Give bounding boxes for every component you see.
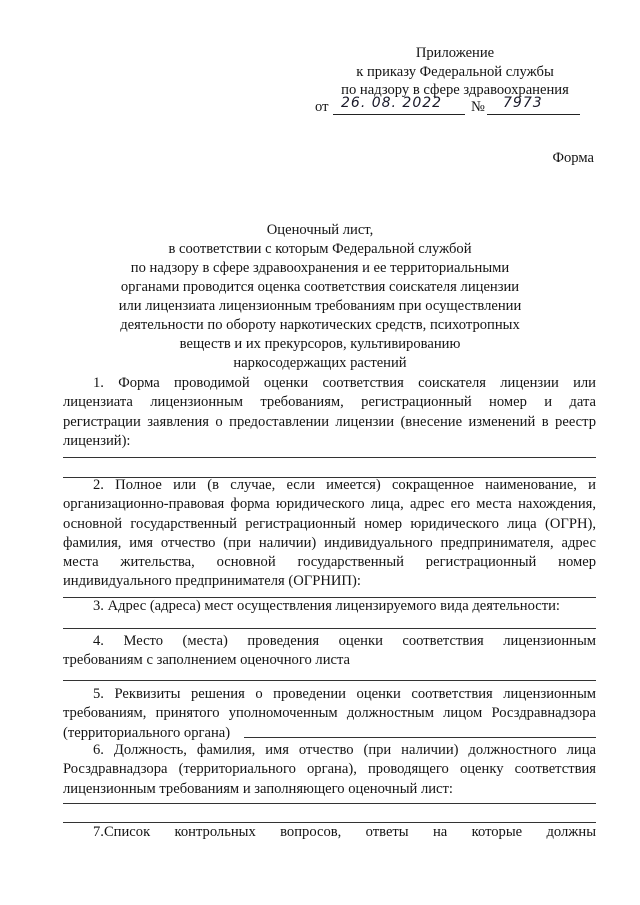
item-2 — [63, 476, 596, 592]
item-2-line: места жительства, основной государственный регистрационный номер — [63, 554, 596, 571]
document-title — [90, 221, 550, 373]
item-1-line: лицензиата лицензионным требованиям, регистрационный номер и дата — [63, 394, 596, 411]
appendix-line: по надзору в сфере здравоохранения — [341, 82, 569, 98]
handwritten-number: 7973 — [503, 95, 543, 111]
title-line: органами проводится оценка соответствия соискателя лицензии — [120, 279, 520, 295]
item-3 — [63, 597, 596, 616]
form-label: Форма — [552, 150, 594, 166]
item-2-line: основной государственный регистрационный номер юридического лица (ОГРН), — [63, 515, 596, 532]
title-line: деятельности по обороту наркотических средств, психотропных — [120, 317, 520, 333]
fill-line — [63, 628, 596, 629]
item-4-line: 4. Место (места) проведения оценки соответствия лицензионным — [93, 633, 596, 649]
title-line: или лицензиата лицензионным требованиям при осуществлении — [118, 298, 522, 314]
item-4-line: требованиям с заполнением оценочного листа — [63, 652, 351, 669]
fill-line — [63, 457, 596, 458]
item-1-line: 1. Форма проводимой оценки соответствия соискателя лицензии или — [93, 375, 596, 391]
appendix-line: Приложение — [415, 45, 495, 61]
title-line: в соответствии с которым Федеральной службой — [168, 241, 472, 257]
item-1 — [63, 374, 596, 451]
item-6-line: Росздравнадзора (территориального органа), проводящего оценку соответствия — [63, 761, 596, 778]
number-prefix: № — [471, 99, 485, 115]
title-line: по надзору в сфере здравоохранения и ее территориальными — [130, 260, 510, 276]
item-5-line: (территориального органа) — [63, 724, 231, 741]
fill-line — [244, 737, 596, 738]
item-6-line: 6. Должность, фамилия, имя отчество (при наличии) должностного лица — [93, 742, 596, 758]
handwritten-date: 26. 08. 2022 — [341, 95, 443, 111]
date-underline — [333, 114, 465, 115]
fill-line — [63, 680, 596, 681]
item-2-line: индивидуального предпринимателя (ОГРНИП): — [63, 573, 361, 590]
item-5-line: 5. Реквизиты решения о проведении оценки соответствия лицензионным — [93, 686, 596, 702]
item-5-line: требованиям, принятого уполномоченным должностным лицом Росздравнадзора — [63, 705, 596, 722]
appendix-header — [310, 44, 600, 100]
title-line: Оценочный лист, — [266, 222, 374, 238]
date-prefix: от — [315, 99, 329, 115]
item-2-line: 2. Полное или (в случае, если имеется) сокращенное наименование, и — [93, 477, 596, 493]
item-2-line: фамилия, имя отчество (при наличии) индивидуального предпринимателя, адрес — [63, 534, 596, 551]
item-6-line: лицензионным требованиям и заполняющего оценочный лист: — [63, 780, 453, 797]
appendix-line: к приказу Федеральной службы — [356, 63, 554, 80]
item-5 — [63, 685, 596, 743]
fill-line — [63, 803, 596, 804]
number-underline — [487, 114, 580, 115]
item-7 — [63, 823, 596, 842]
order-date-number — [315, 95, 595, 119]
title-line: веществ и их прекурсоров, культивированию — [179, 336, 461, 352]
item-3-line: 3. Адрес (адреса) мест осуществления лицензируемого вида деятельности: — [93, 598, 560, 614]
item-2-line: организационно-правовая форма юридического лица, адрес его места нахождения, — [63, 496, 596, 513]
item-7-line: 7.Список контрольных вопросов, ответы на которые должны — [93, 824, 596, 840]
item-1-line: лицензий): — [63, 432, 131, 449]
item-4 — [63, 632, 596, 671]
title-line: наркосодержащих растений — [233, 355, 407, 371]
item-1-line: регистрации заявления о предоставлении лицензии (внесение изменений в реестр — [63, 413, 596, 430]
item-6 — [63, 741, 596, 799]
